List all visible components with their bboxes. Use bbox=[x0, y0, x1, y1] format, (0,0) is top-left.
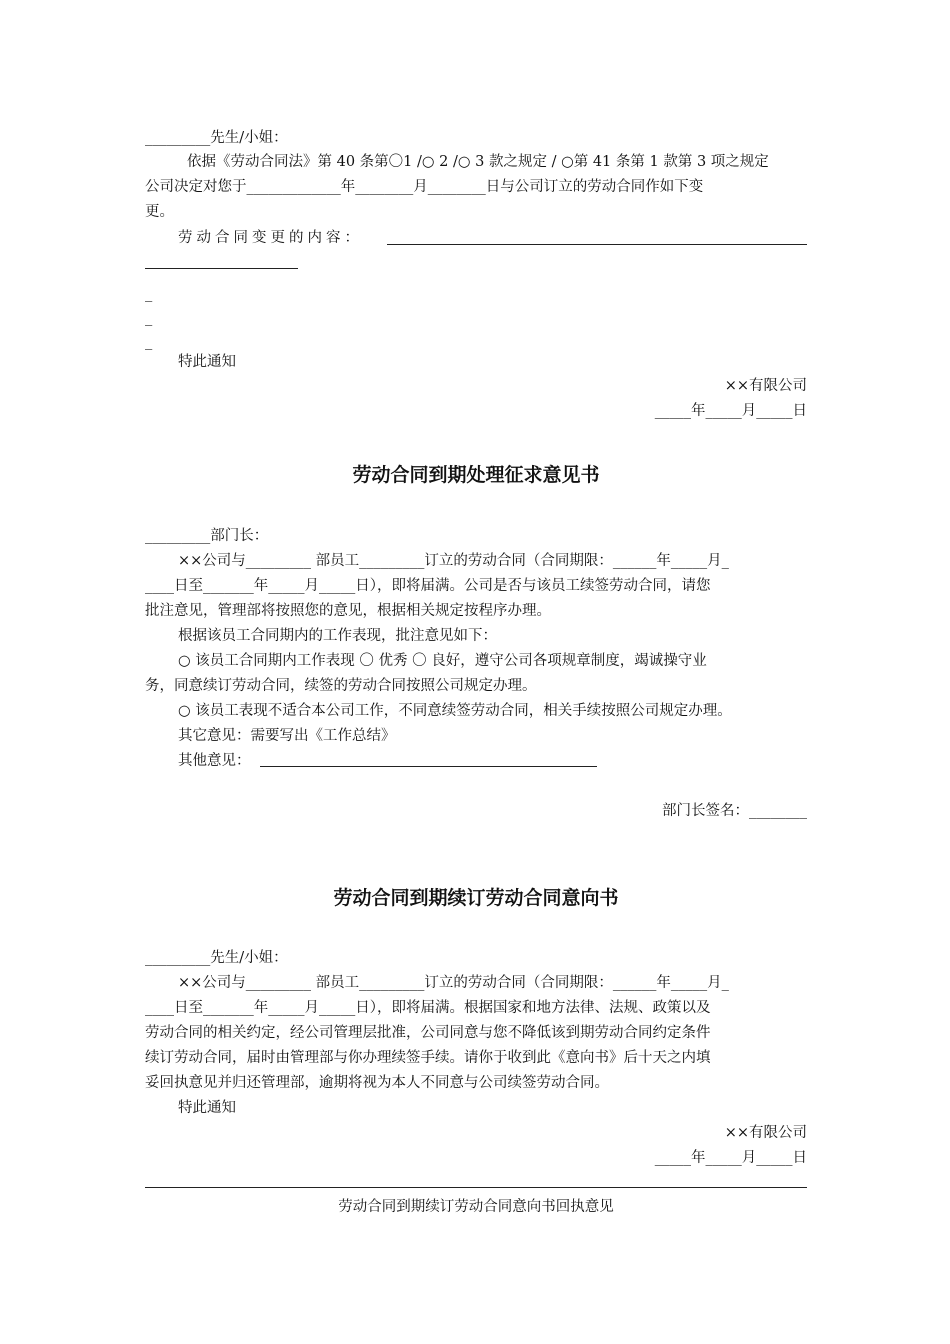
section3-line-3: 劳动合同的相关约定，经公司管理层批准，公司同意与您不降低该到期劳动合同约定条件 bbox=[145, 1025, 711, 1041]
notice-line-1: 依据《劳动合同法》第 40 条第〇1 /○ 2 /○ 3 款之规定 / ○第 41 条第 1 款第 3 项之规定 bbox=[187, 154, 769, 170]
section2-line-1: ××公司与_________ 部员工_________订立的劳动合同（合同期限：______年_____月_ bbox=[178, 553, 729, 569]
section3-date: _____年_____月_____日 bbox=[654, 1150, 807, 1166]
section2-other-opinion: 其它意见：需要写出《工作总结》 bbox=[178, 728, 396, 744]
section3-line-5: 妥回执意见并归还管理部，逾期将视为本人不同意与公司续签劳动合同。 bbox=[145, 1075, 609, 1091]
section3-line-2: ____日至_______年_____月_____日），即将届满。根据国家和地方法律、法规、政策以及 bbox=[145, 1000, 711, 1016]
section2-option-1-cont: 务，同意续订劳动合同，续签的劳动合同按照公司规定办理。 bbox=[145, 678, 537, 694]
content-label: 劳动合同变更的内容： bbox=[178, 230, 363, 246]
section2-option-2: ○ 该员工表现不适合本公司工作，不同意续签劳动合同，相关手续按照公司规定办理。 bbox=[178, 703, 732, 719]
section3-line-4: 续订劳动合同，届时由管理部与你办理续签手续。请你于收到此《意向书》后十天之内填 bbox=[145, 1050, 711, 1066]
section2-line-3: 批注意见，管理部将按照您的意见，根据相关规定按程序办理。 bbox=[145, 603, 551, 619]
notice-company: ××有限公司 bbox=[724, 378, 807, 394]
section3-addressee: _________先生/小姐： bbox=[145, 950, 288, 966]
section2-line-2: ____日至_______年_____月_____日），即将届满。公司是否与该员工续签劳动合同，请您 bbox=[145, 578, 711, 594]
receipt-divider bbox=[145, 1187, 807, 1188]
blank-dash-3: _ bbox=[145, 334, 153, 350]
section3-closing: 特此通知 bbox=[178, 1100, 236, 1116]
section2-other-opinion-label: 其他意见： bbox=[178, 753, 251, 769]
section3-company: ××有限公司 bbox=[724, 1125, 807, 1141]
blank-dash-2: _ bbox=[145, 310, 153, 326]
notice-closing: 特此通知 bbox=[178, 354, 236, 370]
other-opinion-underline bbox=[260, 766, 597, 767]
content-underline bbox=[387, 244, 807, 245]
section2-line-4: 根据该员工合同期内的工作表现，批注意见如下： bbox=[178, 628, 497, 644]
section2-signature: 部门长签名：________ bbox=[662, 803, 807, 819]
section2-option-1: ○ 该员工合同期内工作表现 〇 优秀 〇 良好，遵守公司各项规章制度，竭诚操守业 bbox=[178, 653, 707, 669]
section2-addressee: _________部门长： bbox=[145, 528, 269, 544]
section3-line-1: ××公司与_________ 部员工_________订立的劳动合同（合同期限：______年_____月_ bbox=[178, 975, 729, 991]
notice-date: _____年_____月_____日 bbox=[654, 403, 807, 419]
section3-title: 劳动合同到期续订劳动合同意向书 bbox=[333, 887, 619, 909]
receipt-title: 劳动合同到期续订劳动合同意向书回执意见 bbox=[338, 1199, 614, 1215]
notice-addressee: _________先生/小姐： bbox=[145, 130, 288, 146]
notice-line-2: 公司决定对您于_____________年________月________日与公司订立的劳动合同作如下变 bbox=[145, 179, 704, 195]
content-underline-2 bbox=[145, 268, 298, 269]
section2-title: 劳动合同到期处理征求意见书 bbox=[352, 464, 600, 486]
blank-dash-1: _ bbox=[145, 286, 153, 302]
notice-line-3: 更。 bbox=[145, 204, 174, 220]
